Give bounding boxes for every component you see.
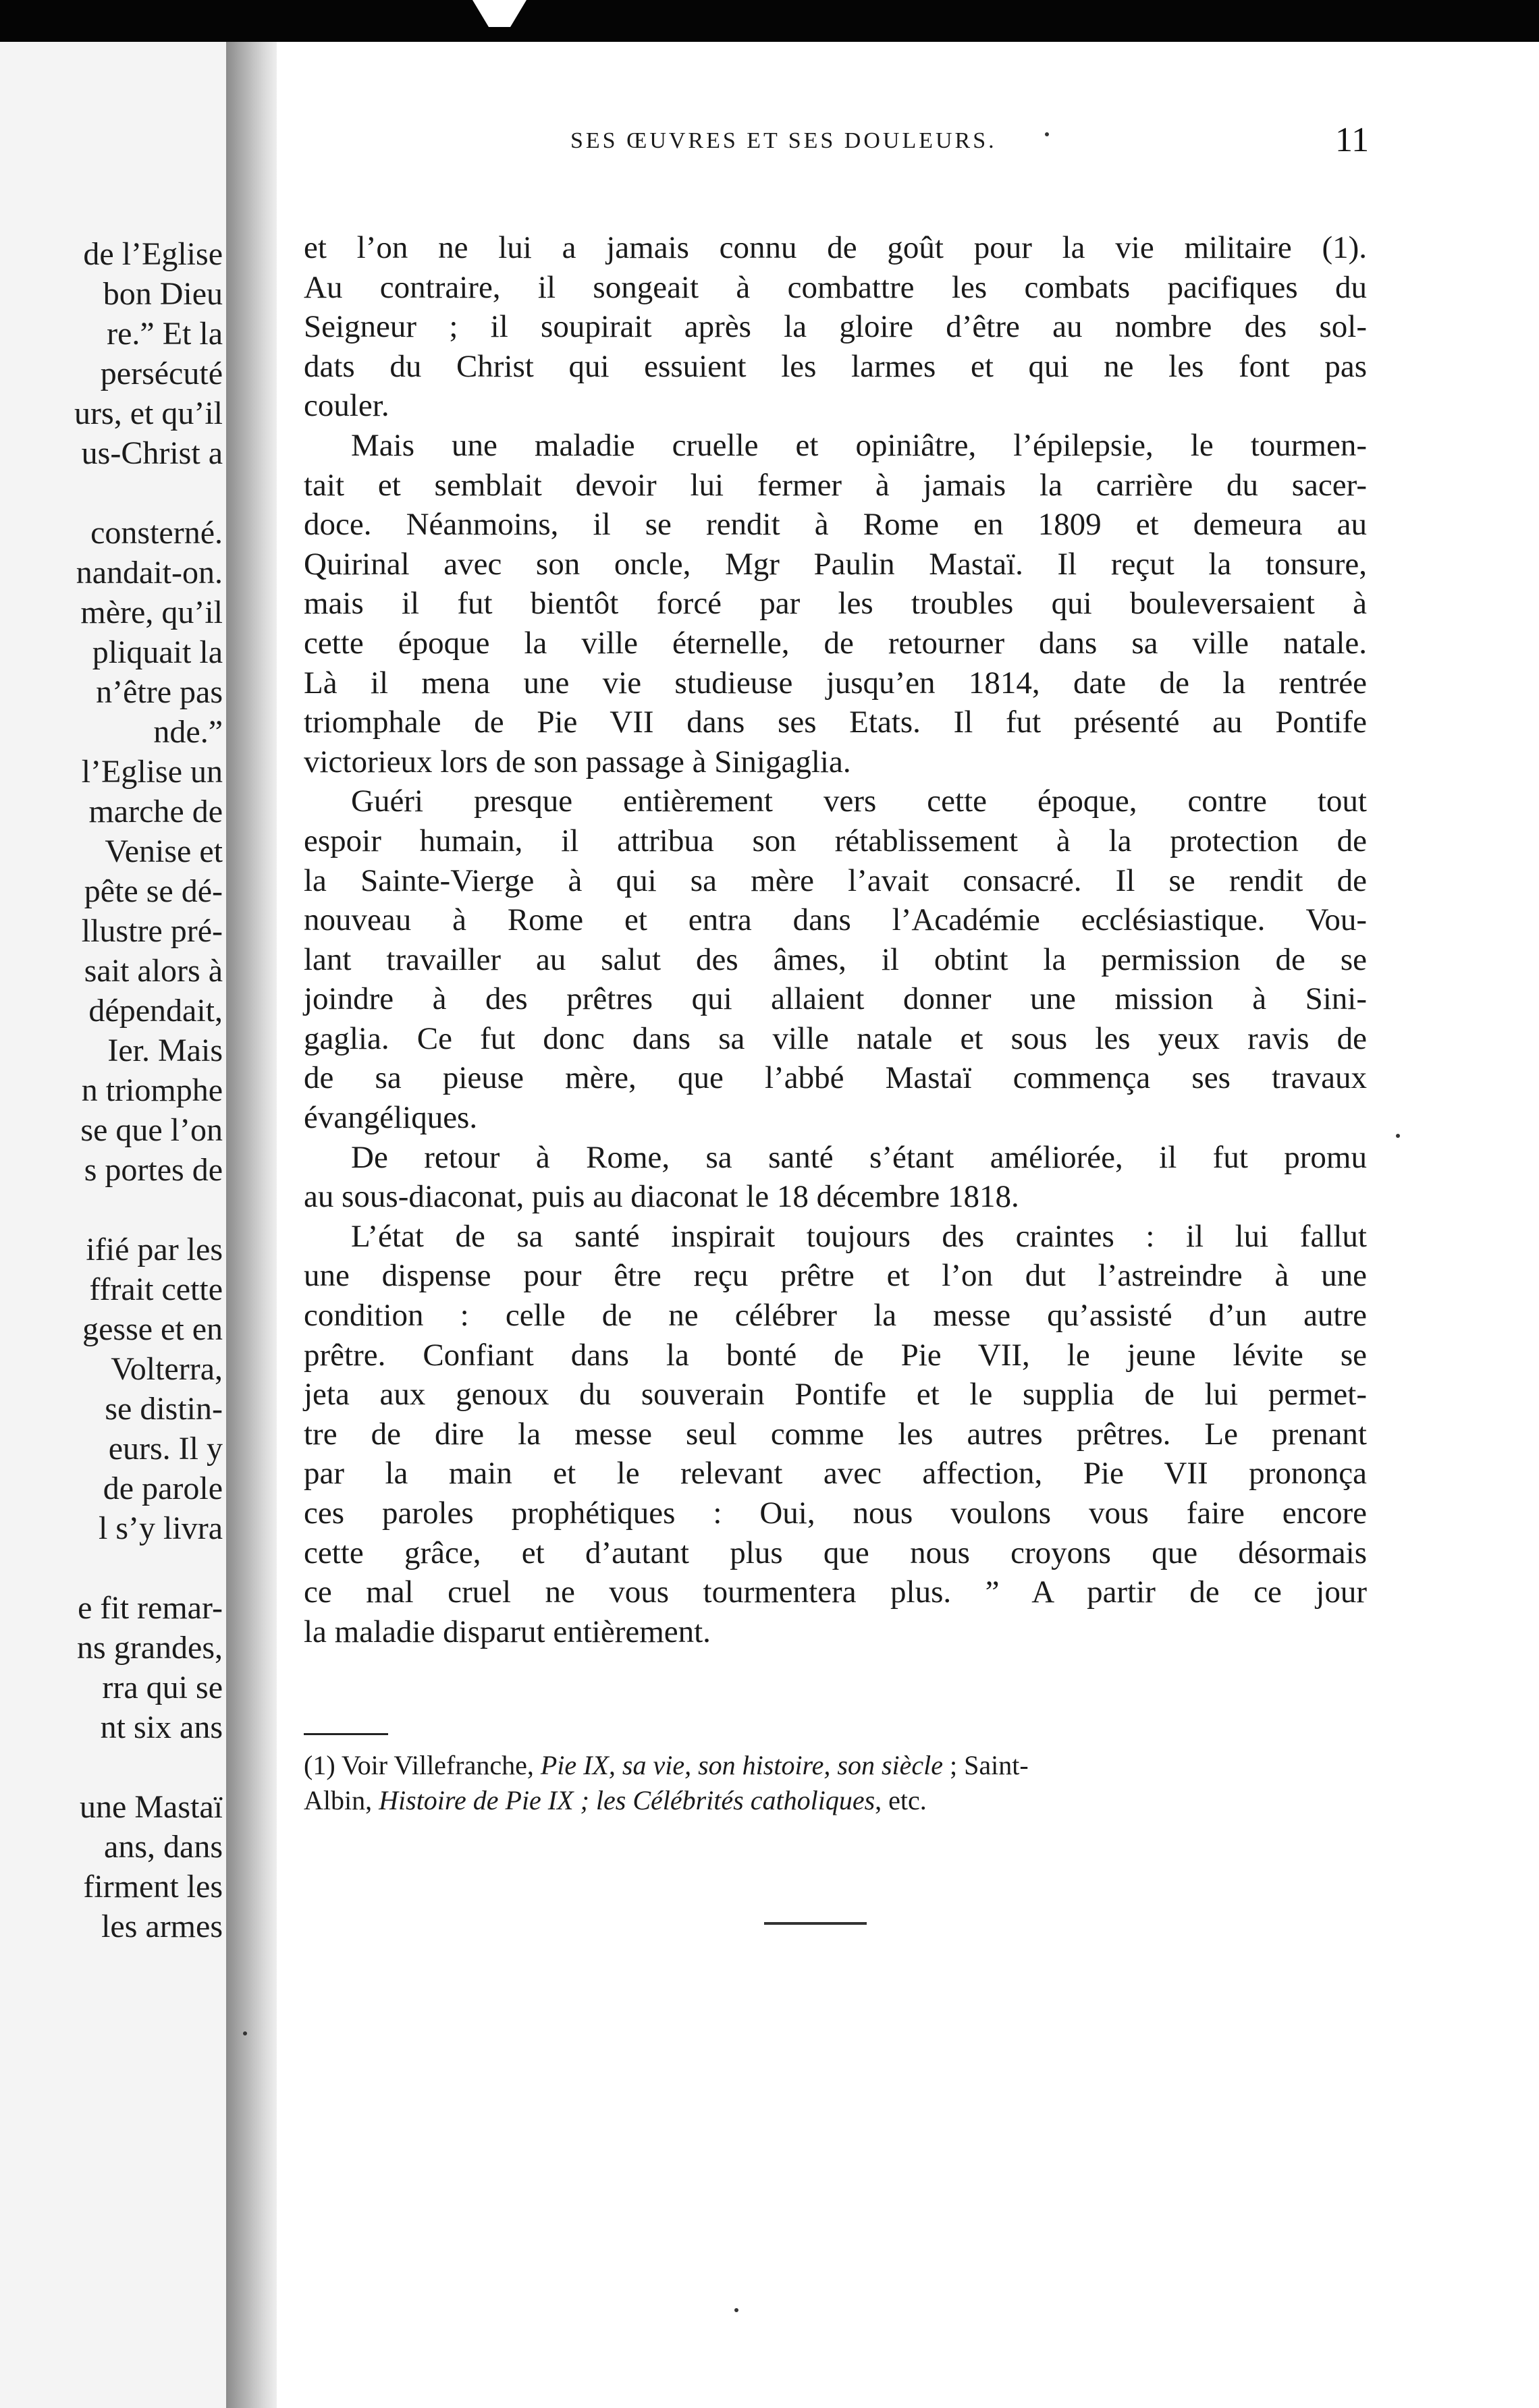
body-line: et l’on ne lui a jamais connu de goût pour la vie militaire (1). [304,230,1367,265]
body-line: espoir humain, il attribua son rétablissement à la protection de [304,823,1367,858]
book-gutter [226,42,277,2408]
footnote-line [304,1748,1364,1783]
body-line: la maladie disparut entièrement. [304,1614,711,1649]
left-page-line: Venise et [105,833,223,869]
left-page-line: nde.” [153,714,223,750]
left-page-line: se que l’on [80,1112,223,1148]
footnote-line [304,1783,1364,1818]
left-page-line: us-Christ a [81,435,223,471]
left-page-line: n’être pas [96,674,223,710]
body-line: gaglia. Ce fut donc dans sa ville natale et sous les yeux ravis de [304,1020,1367,1056]
left-page-line: urs, et qu’il [74,395,223,431]
body-line: mais il fut bientôt forcé par les troubles qui bouleversaient à [304,586,1367,622]
body-line: cette grâce, et d’autant plus que nous croyons que désormais [304,1535,1367,1570]
left-page-line: se distin- [105,1391,223,1427]
footnote-text: Albin, [304,1785,379,1815]
body-line: nouveau à Rome et entra dans l’Académie ecclésiastique. Vou- [304,902,1367,938]
body-line: lant travailler au salut des âmes, il obtint la permission de se [304,941,1367,977]
left-page-line: une Mastaï [80,1789,223,1825]
footnote-text: , etc. [875,1785,927,1815]
left-page-line: firment les [83,1869,223,1905]
left-page-gap [0,1190,223,1230]
page-number: 11 [1335,121,1370,159]
footnote-text: (1) Voir Villefranche, [304,1750,541,1780]
scan-speck [734,2308,738,2312]
left-page-line: Volterra, [111,1351,223,1387]
scan-speck [243,2031,247,2035]
left-page-line: l s’y livra [99,1510,223,1546]
body-line: par la main et le relevant avec affection, Pie VII prononça [304,1456,1367,1492]
left-page-line: mère, qu’il [80,595,223,630]
body-line: au sous-diaconat, puis au diaconat le 18 décembre 1818. [304,1179,1019,1215]
body-line: Mais une maladie cruelle et opiniâtre, l’épilepsie, le tourmen- [351,427,1367,463]
closing-rule [764,1922,867,1925]
left-page-line: ffrait cette [89,1271,223,1307]
body-line: la Sainte-Vierge à qui sa mère l’avait consacré. Il se rendit de [304,863,1367,898]
left-page-line: s portes de [84,1152,223,1188]
body-line: Seigneur ; il soupirait après la gloire d’être au nombre des sol- [304,309,1367,345]
left-page-gap [0,1548,223,1588]
body-line: triomphale de Pie VII dans ses Etats. Il fut présenté au Pontife [304,705,1367,740]
left-page-line: dépendait, [88,993,223,1029]
body-line: ce mal cruel ne vous tourmentera plus. ” A partir de ce jour [304,1575,1367,1610]
left-page-line: ns grandes, [77,1630,223,1666]
body-line: victorieux lors de son passage à Sinigaglia. [304,744,851,779]
left-page-line: bon Dieu [103,276,223,312]
body-line: L’état de sa santé inspirait toujours des craintes : il lui fallut [351,1218,1367,1254]
body-line: couler. [304,388,389,424]
left-page-line: persécuté [100,356,223,391]
left-page-fragment [0,42,226,2408]
footnote-text: ; Saint- [943,1750,1029,1780]
left-page-line: eurs. Il y [108,1431,223,1467]
left-page-line: de l’Eglise [83,236,223,272]
body-line: Quirinal avec son oncle, Mgr Paulin Mastaï. Il reçut la tonsure, [304,546,1367,582]
body-line: prêtre. Confiant dans la bonté de Pie VII, le jeune lévite se [304,1337,1367,1373]
left-page-line: pliquait la [92,634,223,670]
scan-notch [473,0,526,27]
left-page-line: marche de [88,794,223,829]
footnote-rule [304,1733,388,1735]
left-page-gap [0,1747,223,1787]
running-head [0,121,1539,169]
left-page-line: rra qui se [102,1670,223,1705]
body-line: doce. Néanmoins, il se rendit à Rome en 1809 et demeura au [304,507,1367,543]
body-line: joindre à des prêtres qui allaient donner une mission à Sini- [304,981,1367,1017]
left-page-line: de parole [103,1471,223,1506]
left-page-line: ans, dans [104,1829,223,1865]
left-page-line: sait alors à [84,953,223,989]
left-page-line: consterné. [90,515,223,551]
left-page-text [0,234,223,1946]
left-page-line: nandait-on. [76,555,223,591]
footnotes [304,1748,1364,1818]
body-line: De retour à Rome, sa santé s’étant améliorée, il fut promu [351,1139,1367,1175]
left-page-line: e fit remar- [78,1590,223,1626]
body-line: cette époque la ville éternelle, de retourner dans sa ville natale. [304,625,1367,661]
left-page-line: les armes [101,1909,223,1944]
left-page-line: pête se dé- [84,873,223,909]
body-line: évangéliques. [304,1100,478,1136]
scan-speck [1045,132,1049,136]
scan-speck [1396,1134,1400,1138]
body-line: tait et semblait devoir lui fermer à jamais la carrière du sacer- [304,467,1367,503]
left-page-line: llustre pré- [81,913,223,949]
left-page-line: nt six ans [100,1709,223,1745]
body-line: ces paroles prophétiques : Oui, nous voulons vous faire encore [304,1496,1367,1531]
body-line: une dispense pour être reçu prêtre et l’on dut l’astreindre à une [304,1258,1367,1294]
left-page-gap [0,473,223,513]
body-line: de sa pieuse mère, que l’abbé Mastaï commença ses travaux [304,1060,1367,1096]
body-line: tre de dire la messe seul comme les autres prêtres. Le prenant [304,1416,1367,1452]
body-line: jeta aux genoux du souverain Pontife et le supplia de lui permet- [304,1377,1367,1413]
body-line: Là il mena une vie studieuse jusqu’en 1814, date de la rentrée [304,665,1367,701]
left-page-line: re.” Et la [107,316,223,352]
body-line: Guéri presque entièrement vers cette époque, contre tout [351,784,1367,819]
left-page-line: n triomphe [81,1072,223,1108]
scan-top-border [0,0,1539,42]
left-page-line: l’Eglise un [81,754,223,790]
body-line: Au contraire, il songeait à combattre les combats pacifiques du [304,269,1367,305]
body-text [304,228,1367,1651]
left-page-line: Ier. Mais [107,1033,223,1068]
left-page-line: ifié par les [86,1232,223,1267]
footnote-italic: Pie IX, sa vie, son histoire, son siècle [540,1750,944,1780]
body-line: dats du Christ qui essuient les larmes et qui ne les font pas [304,348,1367,384]
running-title: SES ŒUVRES ET SES DOULEURS. [570,128,997,153]
body-line: condition : celle de ne célébrer la messe qu’assisté d’un autre [304,1298,1367,1334]
footnote-italic: Histoire de Pie IX ; les Célébrités catholiques [379,1785,875,1815]
left-page-line: gesse et en [82,1311,223,1347]
